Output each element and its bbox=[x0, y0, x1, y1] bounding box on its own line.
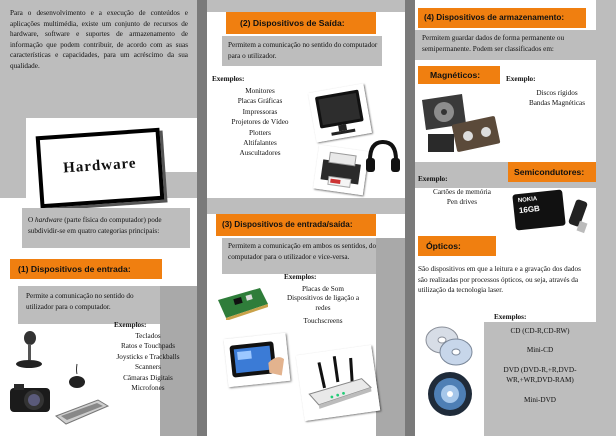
list-item: Projetores de Vídeo bbox=[231, 118, 289, 127]
opticos-title: Ópticos: bbox=[426, 241, 461, 251]
magneticos-title: Magnéticos: bbox=[430, 70, 481, 80]
section1-title: (1) Dispositivos de entrada: bbox=[18, 264, 131, 274]
list-item: Bandas Magnéticas bbox=[528, 99, 586, 108]
hardware-title: Hardware bbox=[62, 155, 138, 177]
list-item: Ratos e Touchpads bbox=[120, 342, 176, 351]
intro-paragraph: Para o desenvolvimento e a execução de conteúdos e aplicações multimédia, existe um conjunto de recursos de hardware, software e suportes de armazenamento de informação que podem contribuir, de acordo com as suas características e capacidades, para um acréscimo da sua qualidade. bbox=[10, 9, 188, 70]
list-item: Monitores bbox=[245, 87, 275, 95]
section2-examples bbox=[214, 86, 306, 159]
sound-card-image bbox=[216, 286, 270, 320]
categories-note: O hardware (parte física do computador) pode subdividir-se em quatro categorias principais: bbox=[28, 216, 162, 235]
semicondutores-examples-label: Exemplo: bbox=[418, 175, 448, 183]
microphone-image bbox=[10, 330, 44, 370]
column-divider-left bbox=[197, 0, 207, 436]
section3-examples-label: Exemplos: bbox=[284, 273, 317, 281]
headphones-image bbox=[364, 138, 402, 178]
col2-top-band bbox=[207, 0, 405, 12]
magneticos-examples-label: Exemplo: bbox=[506, 75, 536, 83]
list-item: Dispositivos de ligação a redes bbox=[286, 294, 360, 312]
section3-desc: Permitem a comunicação em ambos os sentidos, do computador para o utilizador e vice-versa. bbox=[228, 242, 377, 261]
optical-discs-image bbox=[416, 322, 486, 418]
section4-title: (4) Dispositivos de armazenamento: bbox=[424, 13, 565, 22]
magnetic-media-image bbox=[418, 90, 508, 160]
opticos-desc: São dispositivos em que a leitura e a gravação dos dados são realizadas por processos ópticos, ou seja, através da utilização da tecnologia laser. bbox=[418, 265, 581, 295]
camera-image bbox=[8, 380, 54, 416]
list-item: Câmaras Digitais bbox=[123, 373, 173, 382]
list-item: Discos rígidos bbox=[536, 89, 578, 97]
monitor-image bbox=[308, 84, 372, 143]
semicondutores-examples bbox=[422, 187, 502, 208]
section3-examples bbox=[280, 284, 366, 326]
memory-card-image bbox=[512, 189, 565, 230]
list-item: DVD (DVD-R,+R,DVD-WR,+WR,DVD-RAM) bbox=[503, 365, 577, 385]
list-item: Plotters bbox=[249, 128, 271, 137]
printer-image bbox=[313, 145, 369, 196]
list-item: Altifalantes bbox=[243, 139, 277, 148]
list-item: Microfones bbox=[131, 384, 165, 393]
section1-examples bbox=[108, 331, 188, 393]
section4-right-strip bbox=[596, 0, 616, 436]
list-item: Auscultadores bbox=[239, 149, 281, 158]
list-item: Teclados bbox=[135, 332, 161, 340]
list-item: Joysticks e Trackballs bbox=[116, 352, 180, 361]
opticos-examples bbox=[490, 326, 590, 405]
section4-desc: Permitem guardar dados de forma permanente ou semipermanente. Podem ser classificados em: bbox=[422, 34, 565, 53]
list-item: Placas de Som bbox=[302, 285, 344, 293]
list-item: Pen drives bbox=[446, 198, 478, 207]
section2-title: (2) Dispositivos de Saída: bbox=[240, 18, 345, 28]
list-item: Placas Gráficas bbox=[237, 97, 283, 106]
pen-drive-image bbox=[566, 196, 596, 236]
col2-middle-band bbox=[207, 198, 405, 214]
list-item: Mini-DVD bbox=[524, 395, 556, 404]
section2-examples-label: Exemplos: bbox=[212, 75, 245, 83]
touchscreen-image bbox=[224, 333, 291, 387]
section1-desc: Permite a comunicação no sentido do utilizador para o computador. bbox=[26, 292, 134, 311]
section2-desc: Permitem a comunicação no sentido do computador para o utilizador. bbox=[228, 41, 378, 60]
list-item: Scanners bbox=[135, 363, 161, 372]
list-item: Mini-CD bbox=[526, 346, 554, 355]
card-size: 16GB bbox=[518, 203, 541, 216]
semicondutores-title: Semicondutores: bbox=[514, 167, 585, 177]
column-divider-right bbox=[405, 0, 415, 436]
list-item: Impressoras bbox=[242, 107, 278, 116]
magneticos-examples bbox=[518, 88, 596, 109]
card-brand: NOKIA bbox=[517, 196, 538, 205]
list-item: Touchscreens bbox=[303, 316, 343, 325]
mouse-image bbox=[66, 362, 88, 390]
keyboard-image bbox=[52, 396, 110, 426]
hardware-title-box bbox=[36, 128, 165, 208]
section3-title: (3) Dispositivos de entrada/saída: bbox=[222, 220, 353, 229]
section1-examples-label: Exemplos: bbox=[114, 321, 147, 329]
router-image bbox=[296, 345, 380, 421]
intro-panel-strip bbox=[0, 112, 26, 198]
section3-side-strip bbox=[376, 238, 405, 436]
list-item: CD (CD-R,CD-RW) bbox=[510, 327, 570, 335]
opticos-examples-label: Exemplos: bbox=[494, 313, 527, 321]
list-item: Cartões de memória bbox=[433, 188, 491, 196]
